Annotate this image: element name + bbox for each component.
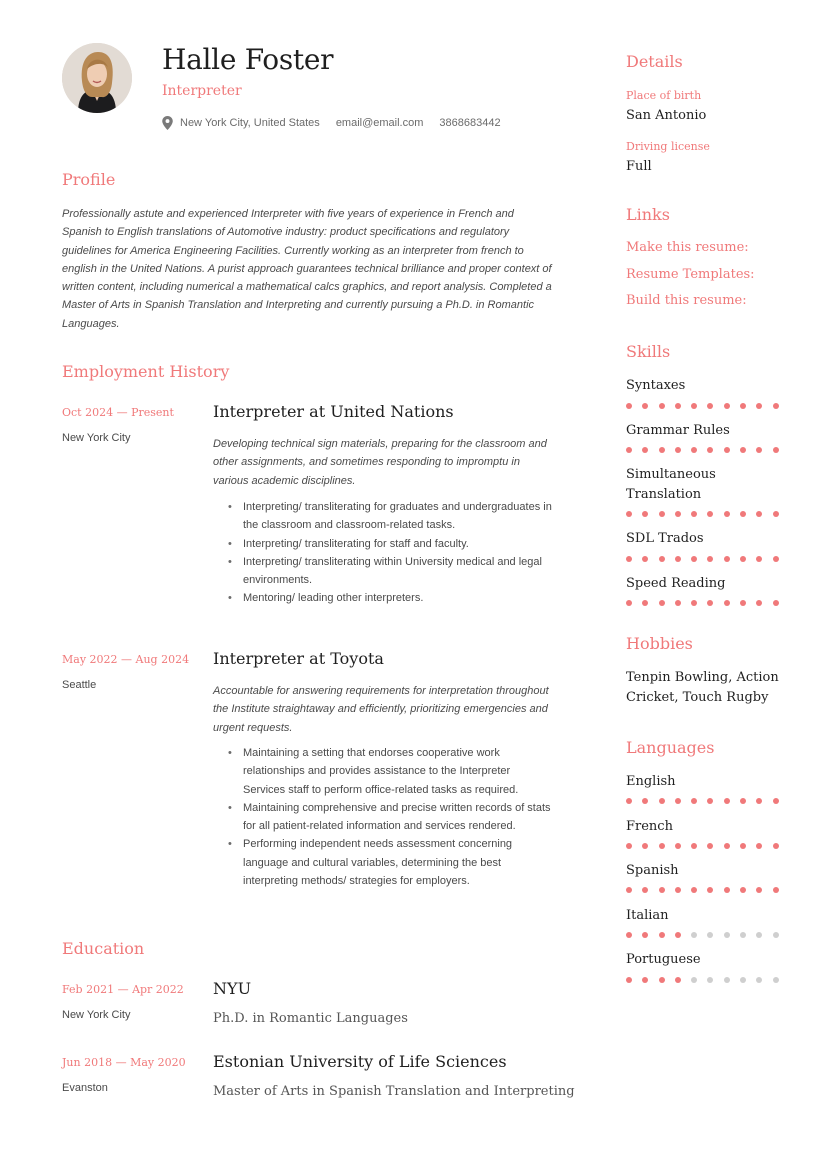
- languages-heading: Languages: [626, 738, 715, 757]
- rating-dot-filled: [691, 511, 697, 517]
- rating-dot-filled: [675, 447, 681, 453]
- rating-dot-empty: [773, 932, 779, 938]
- driving-license-value: Full: [626, 159, 652, 174]
- job-dates: May 2022 — Aug 2024: [62, 653, 190, 666]
- job-city: New York City: [62, 432, 131, 444]
- rating-dot-filled: [691, 556, 697, 562]
- skill-rating: [626, 556, 789, 562]
- rating-dot-filled: [756, 887, 762, 893]
- rating-dot-filled: [691, 843, 697, 849]
- rating-dot-filled: [659, 843, 665, 849]
- location-pin-icon: [162, 116, 173, 130]
- rating-dot-filled: [626, 798, 632, 804]
- rating-dot-empty: [707, 977, 713, 983]
- rating-dot-filled: [707, 447, 713, 453]
- rating-dot-filled: [642, 403, 648, 409]
- rating-dot-empty: [724, 977, 730, 983]
- language-rating: [626, 798, 789, 804]
- rating-dot-empty: [691, 977, 697, 983]
- job-bullet: • Performing independent needs assessment concerning language and cultural variables, determining the best interpreting methods/ strategies for employers.: [213, 835, 553, 890]
- rating-dot-filled: [675, 977, 681, 983]
- language-name: Portuguese: [626, 952, 701, 967]
- skill-rating: [626, 600, 789, 606]
- rating-dot-filled: [724, 447, 730, 453]
- rating-dot-filled: [724, 798, 730, 804]
- contact-row: [162, 116, 517, 130]
- rating-dot-filled: [675, 887, 681, 893]
- rating-dot-filled: [724, 403, 730, 409]
- rating-dot-filled: [626, 887, 632, 893]
- school-name: NYU: [213, 979, 252, 998]
- rating-dot-filled: [642, 447, 648, 453]
- rating-dot-filled: [773, 798, 779, 804]
- links-heading: Links: [626, 205, 670, 224]
- rating-dot-filled: [626, 403, 632, 409]
- degree: Ph.D. in Romantic Languages: [213, 1011, 408, 1026]
- rating-dot-filled: [675, 556, 681, 562]
- rating-dot-filled: [675, 403, 681, 409]
- rating-dot-filled: [773, 887, 779, 893]
- language-rating: [626, 977, 789, 983]
- profile-heading: Profile: [62, 170, 116, 189]
- education-city: New York City: [62, 1009, 131, 1021]
- hobbies-heading: Hobbies: [626, 634, 693, 653]
- place-of-birth-label: Place of birth: [626, 89, 702, 102]
- skill-name: Simultaneous Translation: [626, 467, 716, 502]
- language-name: Spanish: [626, 863, 679, 878]
- rating-dot-filled: [642, 556, 648, 562]
- rating-dot-filled: [626, 932, 632, 938]
- candidate-name: Halle Foster: [162, 43, 334, 76]
- job-bullet: • Mentoring/ leading other interpreters.: [213, 589, 553, 607]
- rating-dot-filled: [675, 511, 681, 517]
- rating-dot-filled: [626, 600, 632, 606]
- rating-dot-filled: [756, 447, 762, 453]
- rating-dot-filled: [626, 977, 632, 983]
- job-dates: Oct 2024 — Present: [62, 406, 174, 419]
- language-rating: [626, 887, 789, 893]
- avatar: [62, 43, 132, 113]
- rating-dot-filled: [724, 556, 730, 562]
- rating-dot-filled: [724, 887, 730, 893]
- rating-dot-filled: [675, 798, 681, 804]
- rating-dot-filled: [626, 843, 632, 849]
- rating-dot-filled: [740, 600, 746, 606]
- job-bullet: • Interpreting/ transliterating within University medical and legal environments.: [213, 553, 553, 590]
- degree: Master of Arts in Spanish Translation and Interpreting: [213, 1084, 575, 1099]
- rating-dot-filled: [740, 403, 746, 409]
- skill-name: Speed Reading: [626, 576, 726, 591]
- rating-dot-filled: [626, 447, 632, 453]
- rating-dot-filled: [659, 556, 665, 562]
- rating-dot-empty: [740, 977, 746, 983]
- skill-rating: [626, 511, 789, 517]
- rating-dot-filled: [642, 977, 648, 983]
- rating-dot-filled: [659, 511, 665, 517]
- rating-dot-filled: [707, 887, 713, 893]
- education-city: Evanston: [62, 1082, 108, 1094]
- rating-dot-filled: [642, 511, 648, 517]
- rating-dot-filled: [626, 511, 632, 517]
- rating-dot-filled: [773, 447, 779, 453]
- rating-dot-filled: [756, 511, 762, 517]
- job-bullet: • Maintaining a setting that endorses cooperative work relationships and provides assistance to the Interpreter Services staff to perform office-related tasks as required.: [213, 744, 553, 799]
- rating-dot-empty: [756, 932, 762, 938]
- rating-dot-filled: [642, 843, 648, 849]
- job-bullet: • Interpreting/ transliterating for staff and faculty.: [213, 535, 553, 553]
- rating-dot-empty: [707, 932, 713, 938]
- rating-dot-filled: [756, 798, 762, 804]
- rating-dot-filled: [642, 887, 648, 893]
- rating-dot-filled: [691, 600, 697, 606]
- job-title-heading: Interpreter at United Nations: [213, 402, 454, 421]
- skill-rating: [626, 403, 789, 409]
- rating-dot-filled: [707, 556, 713, 562]
- rating-dot-filled: [724, 511, 730, 517]
- profile-text: Professionally astute and experienced Interpreter with five years of experience in French and Spanish to English translations of Automotive industry: product specifications and regulatory guidelines for America Engineering Facilities. Currently working as an interpreter from french to english in the United Nations. A purist approach guarantees technical brilliance and proper context of written content, including numerical a mathematical calcs graphics, and report analysis. Completed a Master of Arts in Spanish Translation and Interpreting and currently pursuing a Ph.D. in Romantic Languages.: [62, 208, 552, 330]
- link-make-resume[interactable]: Make this resume:: [626, 240, 749, 255]
- rating-dot-filled: [773, 843, 779, 849]
- rating-dot-filled: [707, 403, 713, 409]
- job-bullets: [213, 498, 553, 608]
- job-description: Developing technical sign materials, preparing for the classroom and other assignments, and sometimes responding to impromptu in various academic disciplines.: [213, 438, 547, 487]
- language-rating: [626, 932, 789, 938]
- rating-dot-filled: [756, 403, 762, 409]
- skill-name: Syntaxes: [626, 378, 686, 393]
- rating-dot-filled: [773, 511, 779, 517]
- school-name: Estonian University of Life Sciences: [213, 1052, 507, 1071]
- rating-dot-filled: [659, 798, 665, 804]
- job-description: Accountable for answering requirements for interpretation throughout the Institute straightaway and efficiently, prioritizing emergencies and urgent requests.: [213, 685, 549, 734]
- rating-dot-empty: [724, 932, 730, 938]
- hobbies-text: Tenpin Bowling, Action Cricket, Touch Rugby: [626, 670, 779, 705]
- rating-dot-filled: [724, 600, 730, 606]
- rating-dot-filled: [756, 600, 762, 606]
- rating-dot-filled: [740, 447, 746, 453]
- education-dates: Feb 2021 — Apr 2022: [62, 983, 184, 996]
- skill-name: SDL Trados: [626, 531, 704, 546]
- rating-dot-filled: [675, 600, 681, 606]
- job-bullet: • Interpreting/ transliterating for graduates and undergraduates in the classroom and classroom-related tasks.: [213, 498, 553, 535]
- place-of-birth-value: San Antonio: [626, 108, 707, 123]
- rating-dot-filled: [773, 403, 779, 409]
- rating-dot-empty: [740, 932, 746, 938]
- education-dates: Jun 2018 — May 2020: [62, 1056, 186, 1069]
- rating-dot-filled: [691, 447, 697, 453]
- link-resume-templates[interactable]: Resume Templates:: [626, 267, 755, 282]
- rating-dot-filled: [740, 511, 746, 517]
- skill-rating: [626, 447, 789, 453]
- details-heading: Details: [626, 52, 683, 71]
- language-name: French: [626, 819, 673, 834]
- contact-email[interactable]: email@email.com: [335, 117, 424, 129]
- rating-dot-filled: [773, 600, 779, 606]
- job-bullets: [213, 744, 553, 890]
- rating-dot-filled: [707, 511, 713, 517]
- rating-dot-filled: [756, 556, 762, 562]
- language-rating: [626, 843, 789, 849]
- job-title-heading: Interpreter at Toyota: [213, 649, 384, 668]
- rating-dot-filled: [659, 887, 665, 893]
- rating-dot-filled: [756, 843, 762, 849]
- education-heading: Education: [62, 939, 145, 958]
- rating-dot-empty: [691, 932, 697, 938]
- rating-dot-filled: [659, 600, 665, 606]
- contact-phone[interactable]: 3868683442: [439, 117, 501, 129]
- link-build-resume[interactable]: Build this resume:: [626, 293, 747, 308]
- rating-dot-filled: [691, 798, 697, 804]
- job-city: Seattle: [62, 679, 97, 691]
- rating-dot-filled: [691, 403, 697, 409]
- job-bullet: • Maintaining comprehensive and precise written records of stats for all patient-related information and services rendered.: [213, 799, 553, 836]
- contact-location: New York City, United States: [180, 117, 320, 129]
- rating-dot-filled: [740, 798, 746, 804]
- rating-dot-filled: [659, 932, 665, 938]
- rating-dot-filled: [675, 932, 681, 938]
- rating-dot-filled: [642, 600, 648, 606]
- rating-dot-filled: [724, 843, 730, 849]
- rating-dot-filled: [659, 447, 665, 453]
- job-title: Interpreter: [162, 83, 242, 99]
- rating-dot-filled: [707, 600, 713, 606]
- rating-dot-filled: [691, 887, 697, 893]
- rating-dot-filled: [659, 403, 665, 409]
- rating-dot-filled: [659, 977, 665, 983]
- rating-dot-filled: [773, 556, 779, 562]
- rating-dot-filled: [707, 798, 713, 804]
- rating-dot-filled: [642, 798, 648, 804]
- skill-name: Grammar Rules: [626, 423, 730, 438]
- employment-heading: Employment History: [62, 362, 230, 381]
- rating-dot-empty: [773, 977, 779, 983]
- rating-dot-filled: [707, 843, 713, 849]
- skills-heading: Skills: [626, 342, 671, 361]
- rating-dot-filled: [675, 843, 681, 849]
- rating-dot-filled: [740, 556, 746, 562]
- language-name: English: [626, 774, 676, 789]
- rating-dot-filled: [642, 932, 648, 938]
- rating-dot-filled: [740, 843, 746, 849]
- rating-dot-filled: [626, 556, 632, 562]
- rating-dot-filled: [740, 887, 746, 893]
- language-name: Italian: [626, 908, 669, 923]
- avatar-photo: [62, 43, 132, 113]
- rating-dot-empty: [756, 977, 762, 983]
- driving-license-label: Driving license: [626, 140, 710, 153]
